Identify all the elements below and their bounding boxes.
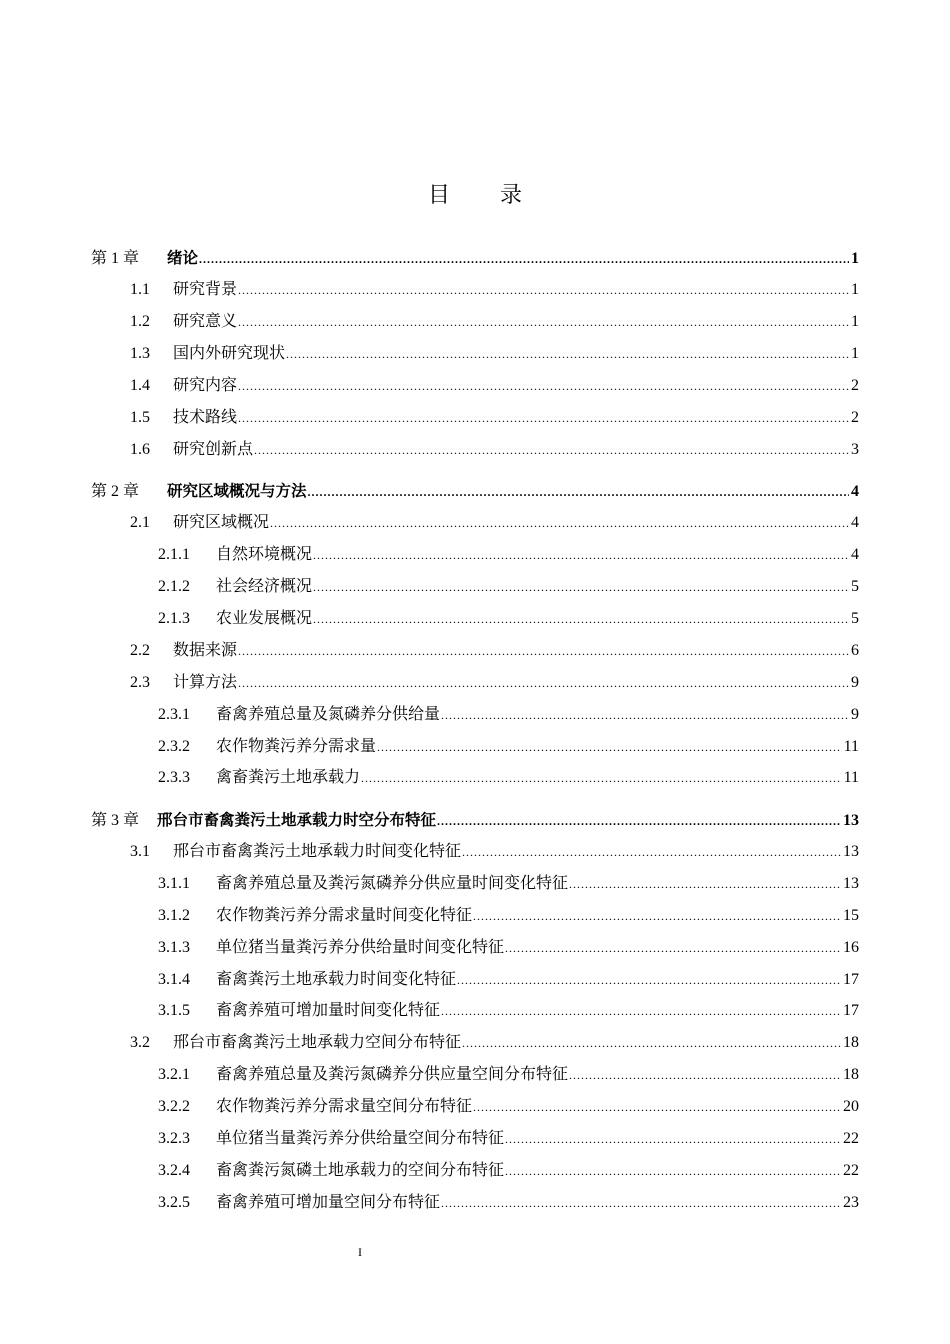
toc-number: 1.2	[130, 313, 150, 330]
toc-number: 3.1.3	[158, 939, 190, 956]
toc-page: 5	[851, 578, 859, 595]
toc-text: 单位猪当量粪污养分供给量空间分布特征	[216, 1130, 505, 1147]
toc-text: 邢台市畜禽粪污土地承载力空间分布特征	[173, 1034, 462, 1051]
toc-text: 畜禽粪污氮磷土地承载力的空间分布特征	[216, 1162, 505, 1179]
toc-chapter-3[interactable]	[91, 809, 859, 831]
page-number-footer: I	[358, 1245, 362, 1259]
toc-leader	[441, 1192, 841, 1214]
toc-leader	[505, 1128, 841, 1150]
toc-number: 2.3	[130, 674, 150, 691]
toc-number: 3.2	[130, 1034, 150, 1051]
toc-subsection-2-3-2[interactable]	[158, 736, 859, 758]
toc-subsection-2-1-1[interactable]	[158, 544, 859, 566]
toc-number: 2.1.2	[158, 578, 190, 595]
toc-title-left: 目	[427, 182, 450, 207]
toc-page: 6	[851, 642, 859, 659]
toc-number: 1.5	[130, 409, 150, 426]
toc-number: 1.3	[130, 345, 150, 362]
toc-text: 单位猪当量粪污养分供给量时间变化特征	[216, 939, 505, 956]
toc-number: 3.2.1	[158, 1066, 190, 1083]
toc-leader	[313, 576, 849, 598]
toc-section-3-1[interactable]	[130, 841, 859, 863]
toc-section-3-2[interactable]	[130, 1032, 859, 1054]
toc-leader	[441, 704, 849, 726]
toc-text: 禽畜粪污土地承载力	[216, 769, 361, 786]
toc-title-right: 录	[500, 182, 523, 207]
toc-leader	[505, 937, 841, 959]
toc-subsection-3-2-3[interactable]	[158, 1128, 859, 1150]
toc-page: 11	[843, 769, 859, 786]
toc-page: 11	[843, 738, 859, 755]
toc-number: 2.1.1	[158, 546, 190, 563]
toc-text: 农作物粪污养分需求量	[216, 738, 377, 755]
toc-subsection-3-2-2[interactable]	[158, 1096, 859, 1118]
toc-page: 1	[851, 313, 859, 330]
toc-text: 研究区域概况与方法	[167, 482, 307, 500]
toc-number: 2.1.3	[158, 610, 190, 627]
toc-leader	[270, 512, 849, 534]
toc-leader	[238, 279, 849, 301]
toc-page: 4	[851, 546, 859, 563]
toc-page: 9	[851, 674, 859, 691]
toc-leader	[569, 1064, 841, 1086]
toc-number: 3.1.4	[158, 971, 190, 988]
toc-section-1-4[interactable]	[130, 375, 859, 397]
toc-text: 计算方法	[173, 674, 238, 691]
toc-leader	[238, 672, 849, 694]
toc-page: 20	[843, 1098, 859, 1115]
toc-number: 2.3.3	[158, 769, 190, 786]
toc-page: 13	[843, 843, 859, 860]
toc-page: 15	[843, 907, 859, 924]
toc-leader	[441, 1000, 841, 1022]
toc-leader	[457, 969, 841, 991]
toc-subsection-3-1-5[interactable]	[158, 1000, 859, 1022]
toc-page: 2	[851, 409, 859, 426]
toc-text: 自然环境概况	[216, 546, 313, 563]
toc-number: 1.1	[130, 281, 150, 298]
toc-page: 1	[851, 281, 859, 298]
toc-page: 4	[851, 514, 859, 531]
toc-subsection-3-1-4[interactable]	[158, 969, 859, 991]
toc-leader	[462, 841, 841, 863]
toc-number: 2.1	[130, 514, 150, 531]
toc-text: 畜禽养殖总量及氮磷养分供给量	[216, 706, 441, 723]
toc-leader	[286, 343, 849, 365]
toc-page: 1	[851, 345, 859, 362]
toc-subsection-2-3-3[interactable]	[158, 767, 859, 789]
toc-page: 22	[843, 1162, 859, 1179]
toc-number: 第 2 章	[91, 483, 140, 500]
toc-section-1-2[interactable]	[130, 311, 859, 333]
toc-leader	[238, 375, 849, 397]
toc-text: 农作物粪污养分需求量空间分布特征	[216, 1098, 473, 1115]
toc-number: 第 1 章	[91, 250, 140, 267]
toc-page: 5	[851, 610, 859, 627]
toc-page: 17	[843, 1002, 859, 1019]
toc-page: 2	[851, 377, 859, 394]
toc-leader	[437, 810, 841, 832]
toc-text: 社会经济概况	[216, 578, 313, 595]
toc-number: 3.2.3	[158, 1130, 190, 1147]
toc-section-1-5[interactable]	[130, 407, 859, 429]
toc-leader	[313, 608, 849, 630]
toc-page: 13	[843, 812, 859, 829]
toc-number: 1.4	[130, 377, 150, 394]
toc-leader	[473, 1096, 841, 1118]
toc-page: 18	[843, 1066, 859, 1083]
toc-text: 技术路线	[173, 409, 238, 426]
toc-page: 17	[843, 971, 859, 988]
toc-leader	[361, 767, 842, 789]
toc-section-1-1[interactable]	[130, 279, 859, 301]
toc-text: 农作物粪污养分需求量时间变化特征	[216, 907, 473, 924]
toc-subsection-3-1-2[interactable]	[158, 905, 859, 927]
toc-subsection-2-1-2[interactable]	[158, 576, 859, 598]
toc-page: 4	[851, 483, 859, 500]
toc-number: 2.2	[130, 642, 150, 659]
toc-text: 研究内容	[173, 377, 238, 394]
toc-leader	[473, 905, 841, 927]
toc-leader	[569, 873, 841, 895]
toc-section-2-3[interactable]	[130, 672, 859, 694]
toc-number: 第 3 章	[91, 812, 140, 829]
toc-text: 畜禽养殖总量及粪污氮磷养分供应量空间分布特征	[216, 1066, 569, 1083]
toc-subsection-2-3-1[interactable]	[158, 704, 859, 726]
toc-section-1-6[interactable]	[130, 439, 859, 461]
toc-leader	[377, 736, 842, 758]
toc-text: 畜禽养殖可增加量时间变化特征	[216, 1002, 441, 1019]
toc-number: 3.1.2	[158, 907, 190, 924]
toc-subsection-3-2-1[interactable]	[158, 1064, 859, 1086]
toc-text: 绪论	[167, 249, 199, 267]
toc-title	[0, 178, 950, 209]
toc-text: 数据来源	[173, 642, 238, 659]
toc-number: 3.1	[130, 843, 150, 860]
toc-text: 畜禽粪污土地承载力时间变化特征	[216, 971, 457, 988]
toc-subsection-3-2-4[interactable]	[158, 1160, 859, 1182]
toc-leader	[238, 407, 849, 429]
toc-text: 农业发展概况	[216, 610, 313, 627]
toc-section-2-2[interactable]	[130, 640, 859, 662]
toc-text: 邢台市畜禽粪污土地承载力时空分布特征	[157, 811, 437, 829]
toc-leader	[462, 1032, 841, 1054]
toc-page: 9	[851, 706, 859, 723]
toc-leader	[308, 481, 849, 503]
toc-page: 22	[843, 1130, 859, 1147]
toc-number: 2.3.1	[158, 706, 190, 723]
toc-section-2-1[interactable]	[130, 512, 859, 534]
toc-text: 畜禽养殖总量及粪污氮磷养分供应量时间变化特征	[216, 875, 569, 892]
toc-number: 1.6	[130, 441, 150, 458]
toc-page: 23	[843, 1194, 859, 1211]
toc-leader	[505, 1160, 841, 1182]
toc-chapter-2[interactable]	[91, 480, 859, 502]
toc-text: 国内外研究现状	[173, 345, 286, 362]
toc-chapter-1[interactable]	[91, 247, 859, 269]
toc-leader	[254, 439, 849, 461]
toc-number: 3.2.5	[158, 1194, 190, 1211]
toc-subsection-3-1-1[interactable]	[158, 873, 859, 895]
toc-number: 3.2.4	[158, 1162, 190, 1179]
toc-subsection-3-2-5[interactable]	[158, 1192, 859, 1214]
toc-number: 2.3.2	[158, 738, 190, 755]
toc-page: 16	[843, 939, 859, 956]
toc-text: 研究创新点	[173, 441, 254, 458]
toc-text: 畜禽养殖可增加量空间分布特征	[216, 1194, 441, 1211]
toc-text: 邢台市畜禽粪污土地承载力时间变化特征	[173, 843, 462, 860]
toc-number: 3.1.5	[158, 1002, 190, 1019]
toc-section-1-3[interactable]	[130, 343, 859, 365]
toc-text: 研究背景	[173, 281, 238, 298]
toc-page: 1	[851, 250, 859, 267]
toc-text: 研究意义	[173, 313, 238, 330]
toc-leader	[199, 248, 849, 270]
toc-number: 3.1.1	[158, 875, 190, 892]
toc-number: 3.2.2	[158, 1098, 190, 1115]
toc-page: 13	[843, 875, 859, 892]
toc-page: 18	[843, 1034, 859, 1051]
toc-subsection-3-1-3[interactable]	[158, 937, 859, 959]
toc-page: 3	[851, 441, 859, 458]
toc-leader	[238, 311, 849, 333]
toc-leader	[313, 544, 849, 566]
toc-text: 研究区域概况	[173, 514, 270, 531]
toc-leader	[238, 640, 849, 662]
toc-subsection-2-1-3[interactable]	[158, 608, 859, 630]
